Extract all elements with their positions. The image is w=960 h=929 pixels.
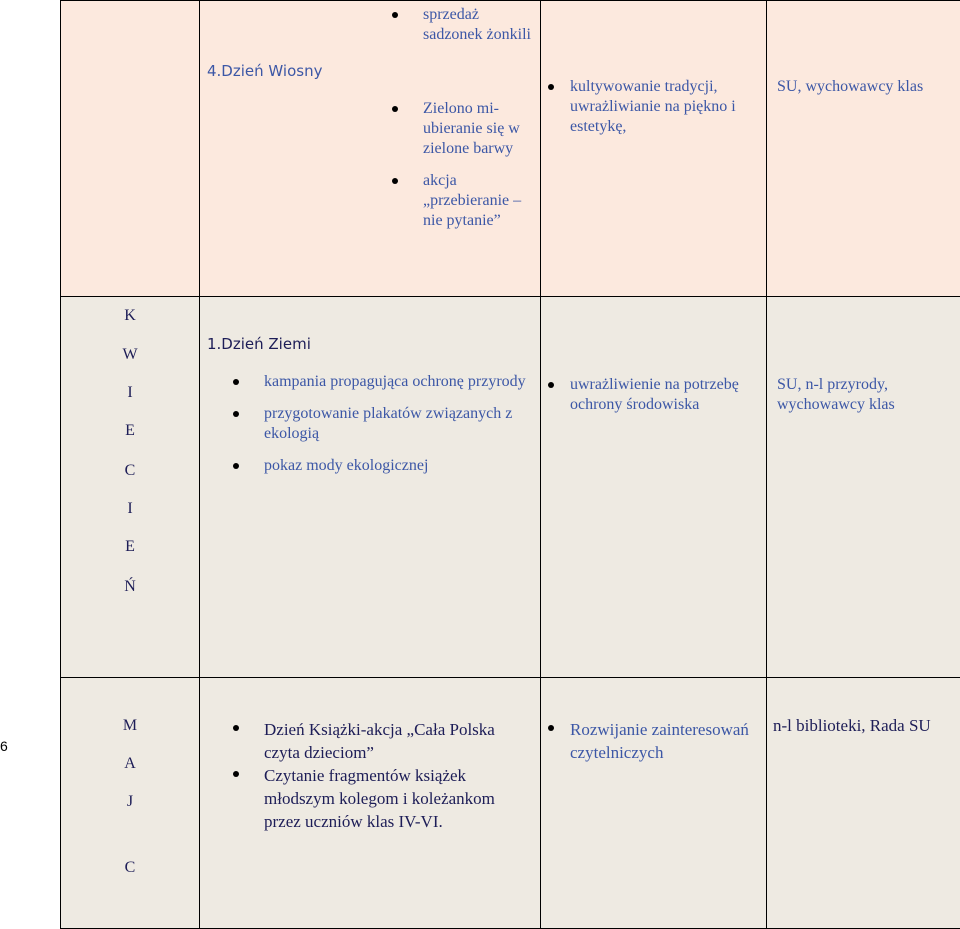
list-item <box>233 764 532 833</box>
month-cell <box>61 1 200 297</box>
activities-cell <box>200 297 541 678</box>
list-item <box>233 718 532 764</box>
plan-table <box>60 0 960 929</box>
list-item <box>548 718 760 764</box>
responsible-text: SU, wychowawcy klas <box>777 77 956 97</box>
event-title: 1.Dzień Ziemi <box>207 334 532 354</box>
goal-text: kultywowanie tradycji, uwrażliwianie na piękno i estetykę, <box>570 78 736 135</box>
goals-cell <box>541 297 767 678</box>
month-letter: C <box>61 848 199 888</box>
goal-text: uwrażliwienie na potrzebę ochrony środowiska <box>570 376 739 413</box>
table-row <box>61 297 960 678</box>
activity-text: Zielono mi- ubieranie się w zielone barwy <box>423 100 520 157</box>
activity-text: przygotowanie plakatów związanych z ekologią <box>264 405 512 442</box>
month-letter: I <box>61 375 199 411</box>
month-cell <box>61 297 200 678</box>
month-letter: J <box>61 782 199 822</box>
responsible-cell <box>767 1 960 297</box>
activity-text: Dzień Książki-akcja „Cała Polska czyta dzieciom” <box>264 720 495 762</box>
list-item <box>233 404 532 444</box>
month-cell <box>61 678 200 929</box>
list-item <box>392 99 532 159</box>
month-letter: Ń <box>61 567 199 607</box>
month-letter: E <box>61 411 199 451</box>
list-item <box>392 171 532 231</box>
month-letter: M <box>61 706 199 746</box>
month-letter: I <box>61 491 199 527</box>
activity-text: pokaz mody ekologicznej <box>264 457 428 474</box>
list-item <box>233 372 532 392</box>
event-title: 4.Dzień Wiosny <box>207 61 532 81</box>
table-row <box>61 678 960 929</box>
list-item <box>392 5 532 45</box>
activity-text: Czytanie fragmentów książek młodszym kolegom i koleżankom przez uczniów klas IV-VI. <box>264 766 495 831</box>
goal-text: Rozwijanie zainteresowań czytelniczych <box>570 720 749 762</box>
table-row <box>61 1 960 297</box>
page-number: 6 <box>0 738 8 754</box>
activities-cell <box>200 1 541 297</box>
responsible-text: SU, n-l przyrody, wychowawcy klas <box>777 375 956 415</box>
month-letter: C <box>61 451 199 491</box>
activity-text: kampania propagująca ochronę przyrody <box>264 373 526 390</box>
responsible-cell <box>767 297 960 678</box>
goals-cell <box>541 1 767 297</box>
activities-cell <box>200 678 541 929</box>
month-letter: K <box>61 297 199 335</box>
list-item <box>548 375 760 415</box>
goals-cell <box>541 678 767 929</box>
month-letter: W <box>61 335 199 375</box>
responsible-text: n-l biblioteki, Rada SU <box>773 716 956 736</box>
activity-text: akcja „przebieranie – nie pytanie” <box>423 172 521 229</box>
responsible-cell <box>767 678 960 929</box>
activity-text: sprzedaż sadzonek żonkili <box>423 6 531 43</box>
list-item <box>233 456 532 476</box>
month-letter: A <box>61 746 199 782</box>
list-item <box>548 77 760 137</box>
month-letter: E <box>61 527 199 567</box>
